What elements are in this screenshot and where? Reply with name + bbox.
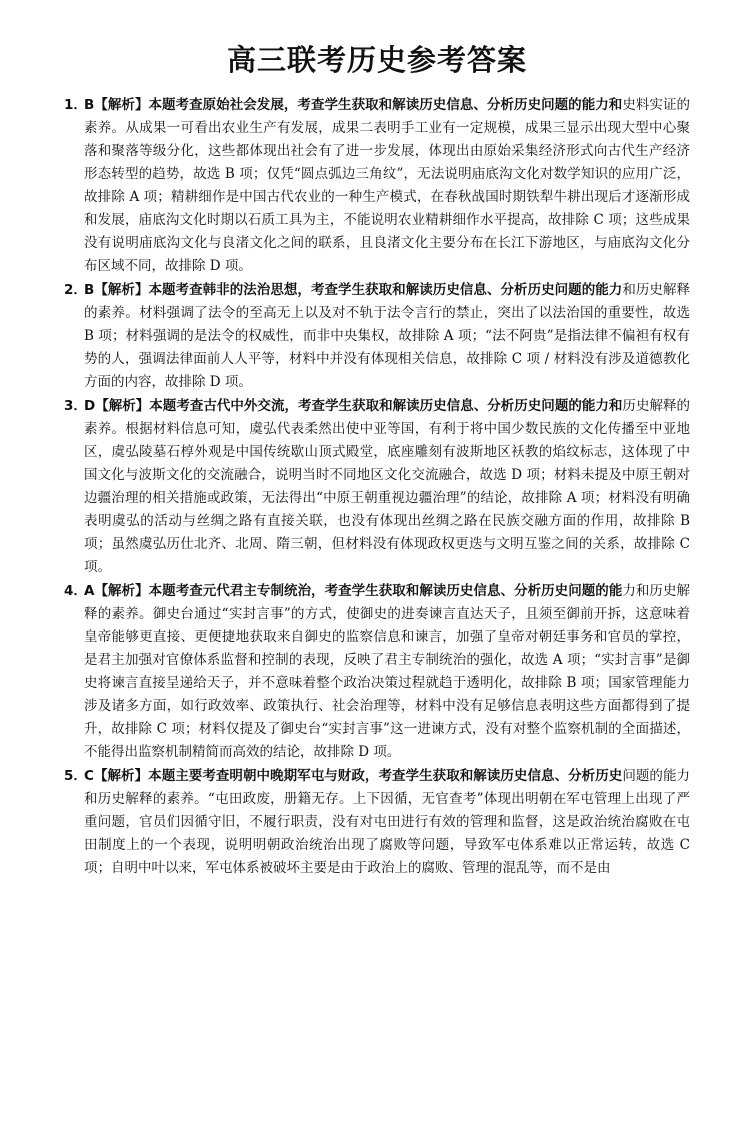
answer-heading: C【解析】本题主要考查明朝中晚期军屯与财政，考查学生获取和解读历史信息、分析历史: [84, 768, 623, 784]
answer-number: 5．: [64, 768, 87, 784]
answer-explanation: 史料实证的素养。从成果一可看出农业生产有发展，成果二表明手工业有一定规模，成果三显示出现大型中心聚落和聚落等级分化，这些都体现出社会有了进一步发展，体现出由原始采集经济形式向古代生产经济形态转型的趋势，故选 B 项；仅凭“圆点弧边三角纹”，无法说明庙底沟文化对数学知识的应用广泛，故排除 A 项；精耕细作是中国古代农业的一种生产模式，在春秋战国时期铁犁牛耕出现后才逐渐形成和发展，庙底沟文化时期以石质工具为主，不能说明农业精耕细作水平提高，故排除 C 项；这些成果没有说明庙底沟文化与良渚文化之间的联系，且良渚文化主要分布在长江下游地区，与庙底沟文化分布区域不同，故排除 D 项。: [84, 97, 690, 274]
answer-item-5: [64, 765, 690, 880]
answer-heading: B【解析】本题考查韩非的法治思想，考查学生获取和解读历史信息、分析历史问题的能力: [84, 282, 623, 298]
answer-explanation: 历史解释的素养。根据材料信息可知，虞弘代表柔然出使中亚等国，有利于将中国少数民族的文化传播至中亚地区，虞弘陵墓石椁外观是中国传统歇山顶式殿堂，底座雕刻有波斯地区袄教的焰纹标志，这体现了中国文化与波斯文化的交流融合，说明当时不同地区文化交流融合，故选 D 项；材料未提及中原王朝对边疆治理的相关措施或政策，无法得出“中原王朝重视边疆治理”的结论，故排除 A 项；材料没有明确表明虞弘的活动与丝绸之路有直接关联，也没有体现出丝绸之路在民族交融方面的作用，故排除 B 项；虽然虞弘历仕北齐、北周、隋三朝，但材料没有体现政权更迭与文明互鉴之间的关系，故排除 C 项。: [84, 398, 690, 575]
answer-item-3: [64, 395, 690, 579]
answer-heading: A【解析】本题考查元代君主专制统治，考查学生获取和解读历史信息、分析历史问题的能: [84, 583, 623, 599]
answer-heading: D【解析】本题考查古代中外交流，考查学生获取和解读历史信息、分析历史问题的能力和: [84, 398, 623, 414]
answer-item-4: [64, 580, 690, 764]
answer-number: 4．: [64, 583, 87, 599]
page-title: 高三联考历史参考答案: [226, 43, 527, 77]
answer-item-1: [64, 94, 690, 278]
answer-explanation: 和历史解释的素养。材料强调了法令的至高无上以及对不轨于法令言行的禁止，突出了以法治国的重要性，故选 B 项；材料强调的是法令的权威性，而非中央集权，故排除 A 项；“法不阿贵”是指法律不偏袒有权有势的人，强调法律面前人人平等，材料中并没有体现相关信息，故排除 C 项 / 材料没有涉及道德教化方面的内容，故排除 D 项。: [84, 282, 690, 390]
answer-heading: B【解析】本题考查原始社会发展，考查学生获取和解读历史信息、分析历史问题的能力和: [84, 97, 623, 113]
answer-explanation: 力和历史解释的素养。御史台通过“实封言事”的方式，使御史的进奏谏言直达天子，且须至御前开拆，这意味着皇帝能够更直接、更便捷地获取来自御史的监察信息和谏言，加强了皇帝对朝廷事务和官员的掌控，是君主加强对官僚体系监督和控制的表现，反映了君主专制统治的强化，故选 A 项；“实封言事”是御史将谏言直接呈递给天子，并不意味着整个政治决策过程就趋于透明化，故排除 B 项；国家管理能力涉及诸多方面，如行政效率、政策执行、社会治理等，材料中没有足够信息表明这些方面都得到了提升，故排除 C 项；材料仅提及了御史台“实封言事”这一进谏方式，没有对整个监察机制的全面描述，不能得出监察机制精简而高效的结论，故排除 D 项。: [84, 583, 690, 760]
answer-number: 1．: [64, 97, 87, 113]
answer-list: [64, 94, 690, 880]
answer-item-2: [64, 279, 690, 394]
answer-explanation: 问题的能力和历史解释的素养。“屯田政废，册籍无存。上下因循，无官查考”体现出明朝在军屯管理上出现了严重问题，官员们因循守旧，不履行职责，没有对屯田进行有效的管理和监督，这是政治统治腐败在屯田制度上的一个表现，说明明朝政治统治出现了腐败等问题，导致军屯体系难以正常运转，故选 C 项；自明中叶以来，军屯体系被破坏主要是由于政治上的腐败、管理的混乱等，而不是由: [84, 768, 691, 876]
answer-number: 3．: [64, 398, 87, 414]
answer-number: 2．: [64, 282, 87, 298]
